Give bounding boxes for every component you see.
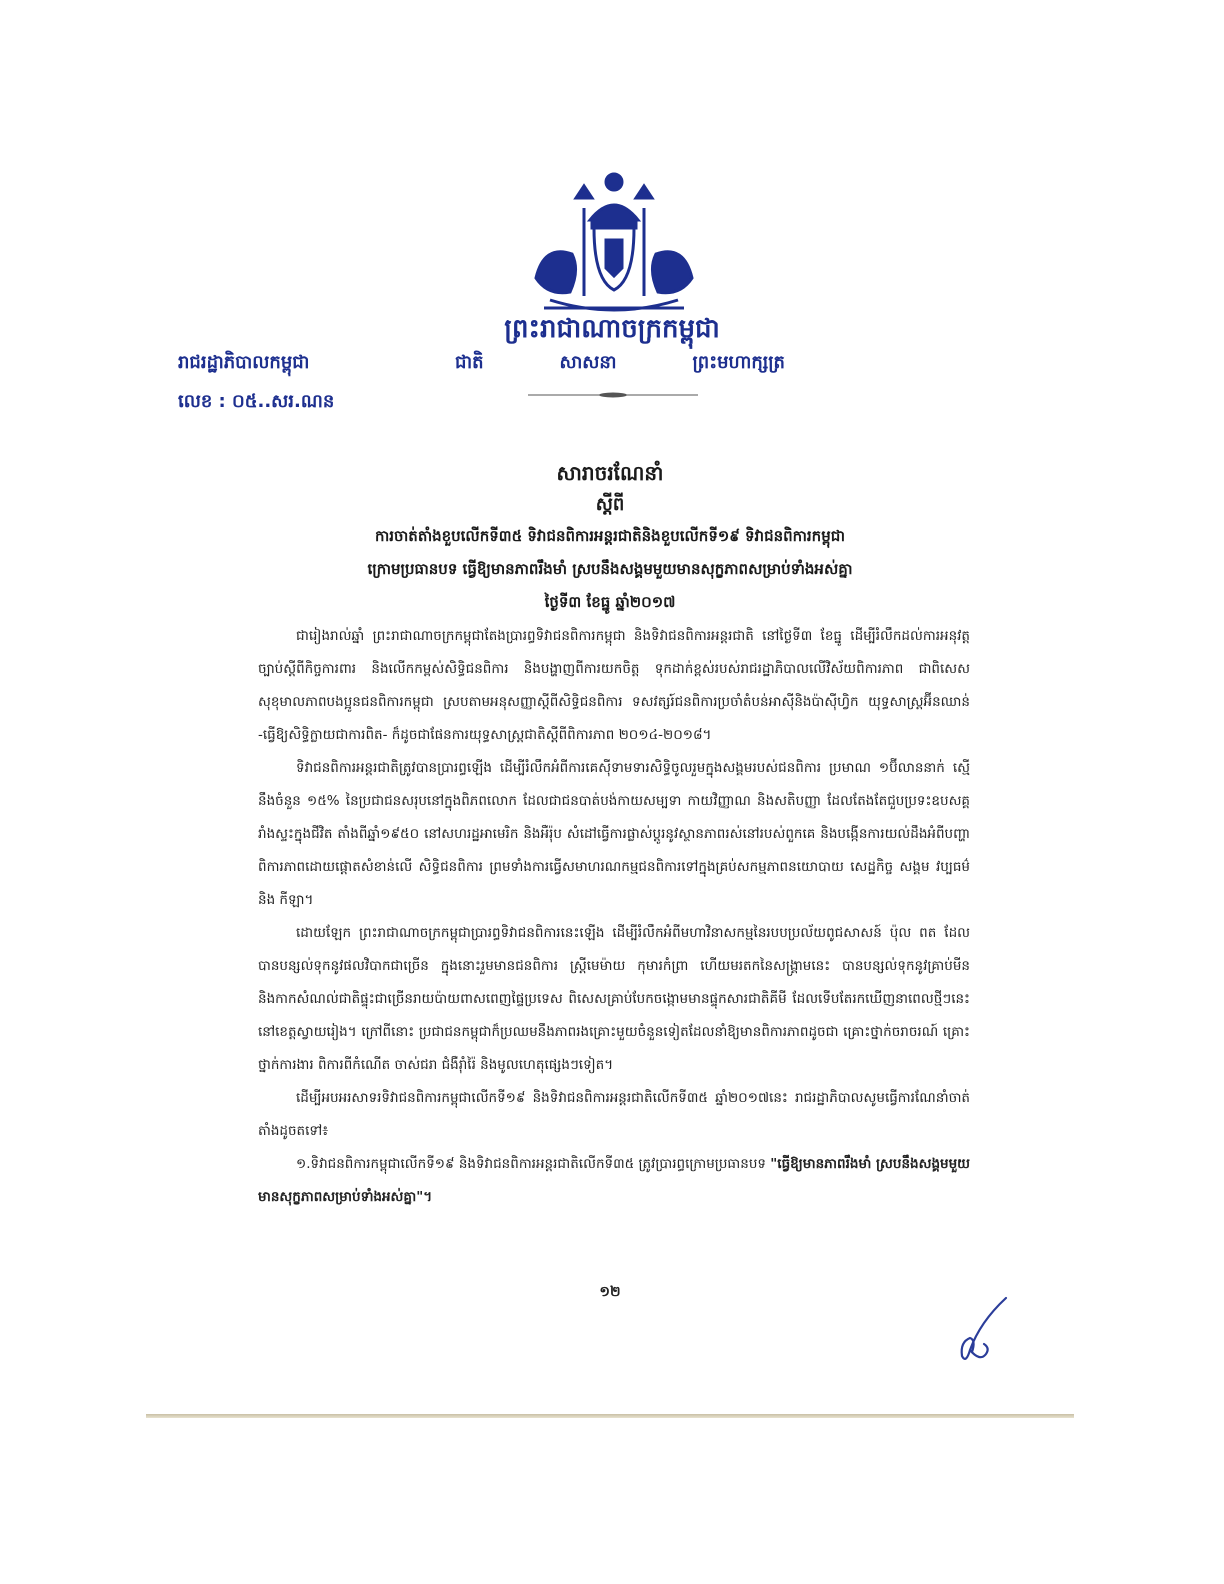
body-paragraph: ដោយឡែក ព្រះរាជាណាចក្រកម្ពុជាប្រារព្ធទិវាជនពិការនេះឡើង ដើម្បីរំលឹកអំពីមហាវិនាសកម្មនៃរបបប្រល័យពូជសាសន៍ ប៉ុល ពត ដែលបានបន្សល់ទុកនូវផលវិបាកជាច្រើន ក្នុងនោះរួមមានជនពិការ ស្ត្រីមេម៉ាយ កុមារកំព្រា ហើយមរតកនៃសង្គ្រាមនេះ បានបន្សល់ទុកនូវគ្រាប់មីននិងកាកសំណល់ជាតិផ្ទុះជាច្រើនរាយប៉ាយពាសពេញផ្ទៃប្រទេស ពិសេសគ្រាប់បែកចង្កោមមានផ្ទុកសារជាតិគីមី ដែលទើបតែរកឃើញនាពេលថ្មីៗនេះនៅខេត្តស្វាយរៀង។ ក្រៅពីនោះ ប្រជាជនកម្ពុជាក៏ប្រឈមនឹងភាពរងគ្រោះមួយចំនួនទៀតដែលនាំឱ្យមានពិការភាពដូចជា គ្រោះថ្នាក់ចរាចរណ៍ គ្រោះថ្នាក់ការងារ ពិការពីកំណើត ចាស់ជរា ជំងឺរ៉ាំរ៉ៃ និងមូលហេតុផ្សេងៗទៀត។	[258, 925, 970, 1073]
motto-king: ព្រះមហាក្សត្រ	[692, 352, 785, 373]
motto-religion: សាសនា	[559, 352, 617, 373]
title-main: សារាចរណែនាំ	[556, 461, 664, 485]
title-line-2: ក្រោមប្រធានបទ ធ្វើឱ្យមានភាពរឹងមាំ ស្របនឹងសង្គមមួយមានសុក្ខភាពសម្រាប់ទាំងអស់គ្នា	[367, 560, 853, 578]
royal-coat-of-arms-emblem	[514, 168, 714, 318]
title-line-1: ការចាត់តាំងខួបលើកទី៣៥ ទិវាជនពិការអន្តរជាតិនិងខួបលើកទី១៩ ទិវាជនពិការកម្ពុជា	[374, 527, 846, 545]
title-about: ស្ដីពី	[595, 494, 625, 515]
national-motto	[455, 350, 785, 377]
title-date: ថ្ងៃទី៣ ខែធ្នូ ឆ្នាំ២០១៧	[544, 593, 676, 611]
item-1-theme: "ធ្វើឱ្យមានភាពរឹងមាំ ស្របនឹងសង្គមមួយមានសុក្ខភាពសម្រាប់ទាំងអស់គ្នា"។	[258, 1156, 971, 1205]
body-paragraph: ទិវាជនពិការអន្តរជាតិត្រូវបានប្រារព្ធឡើង ដើម្បីរំលឹកអំពីការគេស៊ីទាមទារសិទ្ធិចូលរួមក្នុងសង្គមរបស់ជនពិការ ប្រមាណ ១ប៊ីលាននាក់ ស្មើនឹងចំនួន ១៥% នៃប្រជាជនសរុបនៅក្នុងពិភពលោក ដែលជាជនបាត់បង់កាយសម្បទា កាយវិញ្ញាណ និងសតិបញ្ញា ដែលតែងតែជួបប្រទះឧបសគ្គរាំងស្ទះក្នុងជីវិត តាំងពីឆ្នាំ១៩៥០ នៅសហរដ្ឋអាមេរិក និងអឺរ៉ុប សំដៅធ្វើការផ្លាស់ប្ដូរនូវស្ថានភាពរស់នៅរបស់ពួកគេ និងបង្កើនការយល់ដឹងអំពីបញ្ហាពិការភាពដោយផ្ដោតសំខាន់លើ សិទ្ធិជនពិការ ព្រមទាំងការធ្វើសមាហរណកម្មជនពិការទៅក្នុងគ្រប់សកម្មភាពនយោបាយ សេដ្ឋកិច្ច សង្គម វប្បធម៌ និង កីឡា។	[258, 760, 970, 908]
kingdom-name: ព្រះរាជាណាចក្រកម្ពុជា	[504, 314, 720, 344]
body-paragraph: ជារៀងរាល់ឆ្នាំ ព្រះរាជាណាចក្រកម្ពុជាតែងប្រារព្ធទិវាជនពិការកម្ពុជា និងទិវាជនពិការអន្តរជាតិ នៅថ្ងៃទី៣ ខែធ្នូ ដើម្បីរំលឹកដល់ការអនុវត្តច្បាប់ស្ដីពីកិច្ចការពារ និងលើកកម្ពស់សិទ្ធិជនពិការ និងបង្ហាញពីការយកចិត្ត ទុកដាក់ខ្ពស់របស់រាជរដ្ឋាភិបាលលើវិស័យពិការភាព ជាពិសេសសុខុមាលភាពបងប្អូនជនពិការកម្ពុជា ស្របតាមអនុសញ្ញាស្ដីពីសិទ្ធិជនពិការ ទសវត្សរ៍ជនពិការប្រចាំតំបន់អាស៊ីនិងប៉ាស៊ីហ្វិក យុទ្ធសាស្ត្រអ៊ីនឈាន់ -ធ្វើឱ្យសិទ្ធិក្លាយជាការពិត- ក៏ដូចជាផែនការយុទ្ធសាស្ត្រជាតិស្ដីពីពិការភាព ២០១៤-២០១៨។	[258, 628, 970, 743]
scan-edge-line	[146, 1414, 1074, 1418]
item-1-text: ១.ទិវាជនពិការកម្ពុជាលើកទី១៩ និងទិវាជនពិការអន្តរជាតិលើកទី៣៥ ត្រូវប្រារព្ធក្រោមប្រធានបទ	[296, 1156, 771, 1172]
page-number: ១២	[599, 1284, 621, 1300]
signature-initial	[940, 1292, 1020, 1372]
document-title	[150, 456, 1070, 619]
motto-nation: ជាតិ	[455, 352, 484, 373]
issuer-name: រាជរដ្ឋាភិបាលកម្ពុជា	[178, 352, 310, 373]
instruction-item-1	[258, 1148, 970, 1214]
body-paragraph: ដើម្បីអបអរសាទរទិវាជនពិការកម្ពុជាលើកទី១៩ និងទិវាជនពិការអន្តរជាតិលើកទី៣៥ ឆ្នាំ២០១៧នេះ រាជរដ្ឋាភិបាលសូមធ្វើការណែនាំចាត់តាំងដូចតទៅ៖	[258, 1090, 970, 1139]
ornamental-divider	[528, 392, 698, 398]
reference-number: លេខ : ០៥..សរ.ណន	[178, 391, 335, 412]
document-body	[258, 620, 970, 1214]
